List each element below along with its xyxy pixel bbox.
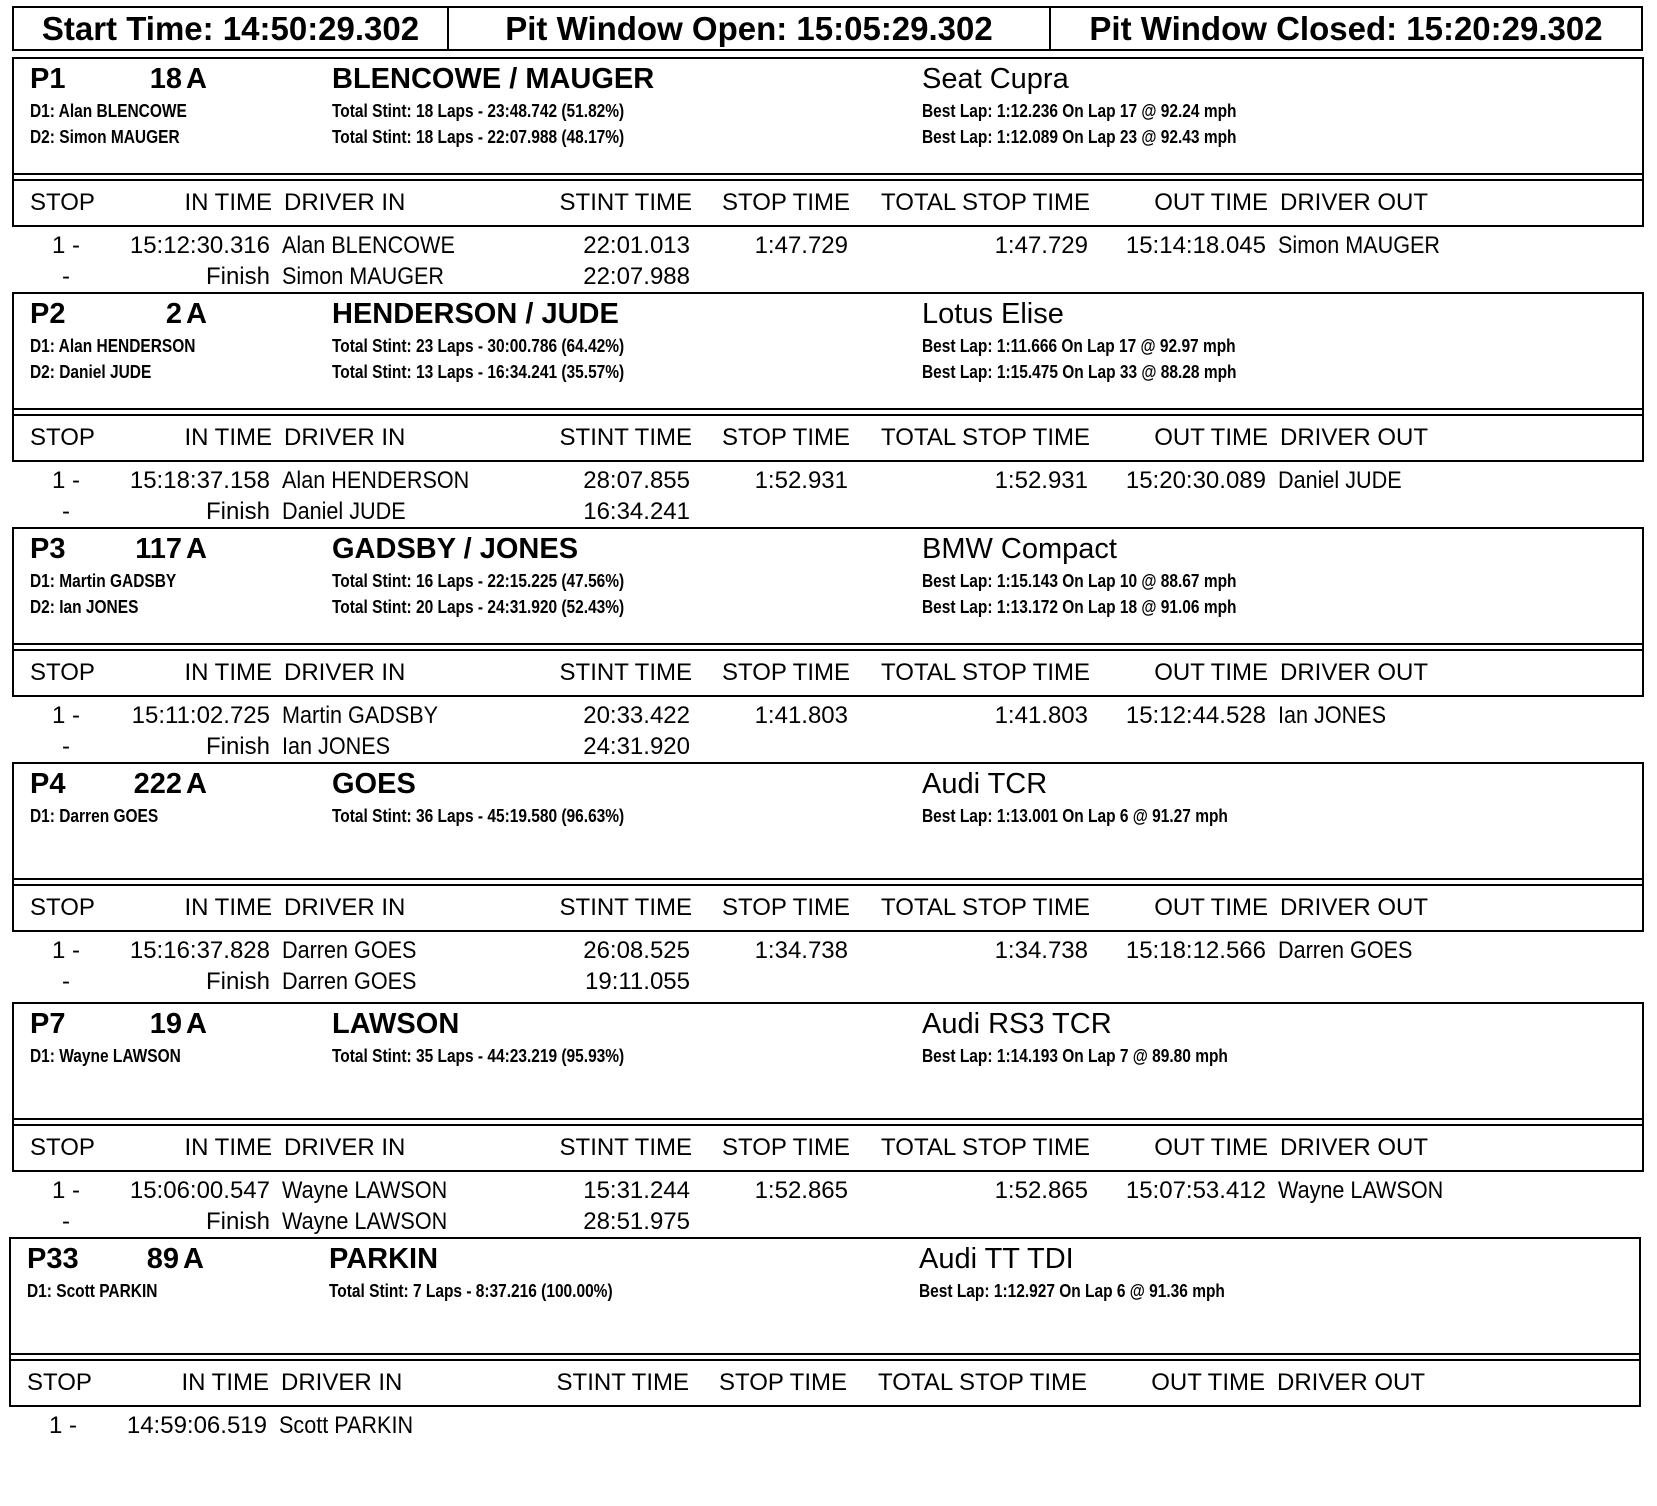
col-driver-out: DRIVER OUT (1280, 659, 1429, 686)
total-stop-time: 1:41.803 (994, 702, 1088, 729)
car-model: Seat Cupra (922, 63, 1069, 95)
class: A (186, 63, 207, 95)
stint-time: 28:07.855 (583, 467, 690, 494)
in-time: 14:59:06.519 (126, 1412, 267, 1439)
col-in-time: IN TIME (184, 1134, 272, 1161)
driver-1: D1: Alan HENDERSON (30, 336, 196, 356)
table-row (12, 1207, 1644, 1237)
best-lap-2: Best Lap: 1:13.172 On Lap 18 @ 91.06 mph (922, 597, 1237, 617)
col-total-stop-time: TOTAL STOP TIME (881, 1134, 1090, 1161)
out-time: 15:14:18.045 (1125, 232, 1266, 259)
driver-2: D2: Simon MAUGER (30, 127, 180, 147)
in-time: Finish (205, 733, 270, 760)
class: A (186, 533, 207, 565)
col-stop-time: STOP TIME (721, 894, 850, 921)
table-row (12, 466, 1644, 496)
driver-2: D2: Daniel JUDE (30, 362, 152, 382)
driver-in: Wayne LAWSON (282, 1177, 448, 1204)
driver-in: Darren GOES (282, 968, 417, 995)
driver-in: Daniel JUDE (282, 498, 406, 525)
in-time: 15:16:37.828 (129, 937, 270, 964)
col-stint-time: STINT TIME (559, 424, 692, 451)
entry-p7 (12, 1002, 1644, 1252)
col-stint-time: STINT TIME (559, 1134, 692, 1161)
col-stop: STOP (30, 1134, 95, 1161)
total-stint-1: Total Stint: 7 Laps - 8:37.216 (100.00%) (329, 1281, 613, 1301)
col-out-time: OUT TIME (1154, 659, 1268, 686)
total-stint-2: Total Stint: 20 Laps - 24:31.920 (52.43%) (332, 597, 625, 617)
col-stop: STOP (30, 894, 95, 921)
col-stint-time: STINT TIME (556, 1369, 689, 1396)
stop-number: 1 - (51, 937, 80, 964)
divider (12, 408, 1644, 410)
driver-1: D1: Martin GADSBY (30, 571, 177, 591)
col-stint-time: STINT TIME (559, 894, 692, 921)
best-lap-1: Best Lap: 1:15.143 On Lap 10 @ 88.67 mph (922, 571, 1237, 591)
col-out-time: OUT TIME (1154, 894, 1268, 921)
driver-out: Wayne LAWSON (1278, 1177, 1444, 1204)
car-model: BMW Compact (922, 533, 1117, 565)
position: P2 (30, 298, 66, 330)
stop-number: - (62, 1208, 70, 1235)
stop-time: 1:47.729 (754, 232, 848, 259)
car-model: Audi RS3 TCR (922, 1008, 1112, 1040)
col-stop: STOP (30, 424, 95, 451)
in-time: Finish (205, 1208, 270, 1235)
total-stop-time: 1:34.738 (994, 937, 1088, 964)
column-header-row (12, 651, 1644, 697)
col-driver-out: DRIVER OUT (1280, 894, 1429, 921)
best-lap-1: Best Lap: 1:11.666 On Lap 17 @ 92.97 mph (922, 336, 1236, 356)
out-time: 15:12:44.528 (1125, 702, 1266, 729)
pit-window-header (12, 6, 1643, 51)
best-lap-1: Best Lap: 1:12.927 On Lap 6 @ 91.36 mph (919, 1281, 1225, 1301)
col-stop-time: STOP TIME (721, 189, 850, 216)
stint-time: 15:31.244 (583, 1177, 690, 1204)
stint-time: 26:08.525 (583, 937, 690, 964)
driver-in: Martin GADSBY (282, 702, 439, 729)
car-number: 222 (133, 768, 182, 800)
stop-time: 1:41.803 (754, 702, 848, 729)
car-number: 18 (149, 63, 182, 95)
class: A (186, 298, 207, 330)
in-time: Finish (205, 968, 270, 995)
car-number: 19 (149, 1008, 182, 1040)
entry-p2 (12, 292, 1644, 542)
in-time: Finish (205, 498, 270, 525)
table-row (12, 936, 1644, 966)
stop-time: 1:52.931 (754, 467, 848, 494)
driver-1: D1: Wayne LAWSON (30, 1046, 181, 1066)
best-lap-1: Best Lap: 1:12.236 On Lap 17 @ 92.24 mph (922, 101, 1237, 121)
col-in-time: IN TIME (184, 189, 272, 216)
team-name: GADSBY / JONES (332, 533, 579, 565)
out-time: 15:07:53.412 (1125, 1177, 1266, 1204)
col-in-time: IN TIME (184, 894, 272, 921)
stint-time: 24:31.920 (583, 733, 690, 760)
driver-1: D1: Alan BLENCOWE (30, 101, 187, 121)
col-out-time: OUT TIME (1154, 189, 1268, 216)
col-stop-time: STOP TIME (718, 1369, 847, 1396)
col-in-time: IN TIME (184, 424, 272, 451)
divider (12, 1118, 1644, 1120)
class: A (186, 1008, 207, 1040)
table-row (9, 1411, 1641, 1441)
table-row (12, 497, 1644, 527)
divider (12, 878, 1644, 880)
stint-time: 20:33.422 (583, 702, 690, 729)
col-stop: STOP (30, 659, 95, 686)
total-stint-1: Total Stint: 18 Laps - 23:48.742 (51.82%) (332, 101, 625, 121)
team-name: PARKIN (329, 1243, 439, 1275)
col-total-stop-time: TOTAL STOP TIME (881, 894, 1090, 921)
entry-p1 (12, 57, 1644, 307)
table-row (12, 701, 1644, 731)
team-name: LAWSON (332, 1008, 460, 1040)
pit-window-open: Pit Window Open: 15:05:29.302 (449, 8, 1051, 49)
driver-out: Simon MAUGER (1278, 232, 1441, 259)
entry-info (12, 292, 1644, 416)
team-name: HENDERSON / JUDE (332, 298, 619, 330)
stop-time: 1:34.738 (754, 937, 848, 964)
column-header-row (12, 886, 1644, 932)
car-number: 89 (146, 1243, 179, 1275)
col-total-stop-time: TOTAL STOP TIME (881, 424, 1090, 451)
col-total-stop-time: TOTAL STOP TIME (881, 189, 1090, 216)
col-stop-time: STOP TIME (721, 659, 850, 686)
col-stop: STOP (27, 1369, 92, 1396)
col-stint-time: STINT TIME (559, 659, 692, 686)
entry-info (12, 57, 1644, 181)
col-in-time: IN TIME (181, 1369, 269, 1396)
stop-time: 1:52.865 (754, 1177, 848, 1204)
in-time: Finish (205, 263, 270, 290)
entry-info (12, 1002, 1644, 1126)
col-driver-in: DRIVER IN (284, 1134, 406, 1161)
total-stint-1: Total Stint: 16 Laps - 22:15.225 (47.56%) (332, 571, 625, 591)
col-driver-out: DRIVER OUT (1277, 1369, 1426, 1396)
column-header-row (12, 416, 1644, 462)
team-name: GOES (332, 768, 416, 800)
col-total-stop-time: TOTAL STOP TIME (878, 1369, 1087, 1396)
col-out-time: OUT TIME (1154, 424, 1268, 451)
stop-number: - (62, 733, 70, 760)
position: P1 (30, 63, 66, 95)
entry-info (9, 1237, 1641, 1361)
position: P33 (27, 1243, 79, 1275)
in-time: 15:12:30.316 (129, 232, 270, 259)
col-driver-out: DRIVER OUT (1280, 424, 1429, 451)
driver-1: D1: Darren GOES (30, 806, 159, 826)
total-stop-time: 1:52.865 (994, 1177, 1088, 1204)
stop-number: 1 - (48, 1412, 77, 1439)
position: P7 (30, 1008, 66, 1040)
col-driver-in: DRIVER IN (284, 894, 406, 921)
stint-time: 19:11.055 (585, 968, 690, 995)
entry-p3 (12, 527, 1644, 777)
table-row (12, 732, 1644, 762)
stop-number: - (62, 968, 70, 995)
class: A (183, 1243, 204, 1275)
stint-time: 22:01.013 (583, 232, 690, 259)
column-header-row (12, 181, 1644, 227)
total-stint-1: Total Stint: 36 Laps - 45:19.580 (96.63%) (332, 806, 625, 826)
stint-time: 16:34.241 (583, 498, 690, 525)
table-row (12, 1176, 1644, 1206)
driver-out: Ian JONES (1278, 702, 1387, 729)
driver-1: D1: Scott PARKIN (27, 1281, 158, 1301)
in-time: 15:18:37.158 (129, 467, 270, 494)
table-row (12, 262, 1644, 292)
driver-in: Scott PARKIN (279, 1412, 414, 1439)
best-lap-2: Best Lap: 1:12.089 On Lap 23 @ 92.43 mph (922, 127, 1237, 147)
col-total-stop-time: TOTAL STOP TIME (881, 659, 1090, 686)
car-model: Audi TCR (922, 768, 1048, 800)
col-driver-in: DRIVER IN (284, 424, 406, 451)
driver-2: D2: Ian JONES (30, 597, 139, 617)
table-row (12, 967, 1644, 997)
stop-number: 1 - (51, 232, 80, 259)
total-stint-2: Total Stint: 18 Laps - 22:07.988 (48.17%) (332, 127, 625, 147)
total-stint-1: Total Stint: 23 Laps - 30:00.786 (64.42%) (332, 336, 625, 356)
stop-number: - (62, 263, 70, 290)
car-number: 2 (165, 298, 182, 330)
in-time: 15:06:00.547 (129, 1177, 270, 1204)
col-stop: STOP (30, 189, 95, 216)
entry-p33 (9, 1237, 1641, 1487)
driver-in: Darren GOES (282, 937, 417, 964)
best-lap-1: Best Lap: 1:13.001 On Lap 6 @ 91.27 mph (922, 806, 1228, 826)
stop-number: 1 - (51, 467, 80, 494)
total-stop-time: 1:52.931 (994, 467, 1088, 494)
driver-in: Alan BLENCOWE (282, 232, 455, 259)
table-row (12, 231, 1644, 261)
driver-out: Darren GOES (1278, 937, 1413, 964)
col-driver-in: DRIVER IN (281, 1369, 403, 1396)
column-header-row (12, 1126, 1644, 1172)
driver-in: Wayne LAWSON (282, 1208, 448, 1235)
divider (12, 173, 1644, 175)
stop-number: - (62, 498, 70, 525)
col-stop-time: STOP TIME (721, 424, 850, 451)
car-model: Audi TT TDI (919, 1243, 1074, 1275)
driver-in: Alan HENDERSON (282, 467, 470, 494)
col-stint-time: STINT TIME (559, 189, 692, 216)
col-driver-out: DRIVER OUT (1280, 189, 1429, 216)
class: A (186, 768, 207, 800)
total-stop-time: 1:47.729 (994, 232, 1088, 259)
car-model: Lotus Elise (922, 298, 1064, 330)
col-in-time: IN TIME (184, 659, 272, 686)
out-time: 15:18:12.566 (1125, 937, 1266, 964)
position: P4 (30, 768, 66, 800)
car-number: 117 (135, 533, 182, 565)
driver-in: Simon MAUGER (282, 263, 445, 290)
stint-time: 22:07.988 (583, 263, 690, 290)
in-time: 15:11:02.725 (131, 702, 270, 729)
best-lap-2: Best Lap: 1:15.475 On Lap 33 @ 88.28 mph (922, 362, 1237, 382)
total-stint-2: Total Stint: 13 Laps - 16:34.241 (35.57%) (332, 362, 625, 382)
total-stint-1: Total Stint: 35 Laps - 44:23.219 (95.93%) (332, 1046, 625, 1066)
col-stop-time: STOP TIME (721, 1134, 850, 1161)
column-header-row (9, 1361, 1641, 1407)
col-driver-out: DRIVER OUT (1280, 1134, 1429, 1161)
col-out-time: OUT TIME (1151, 1369, 1265, 1396)
col-driver-in: DRIVER IN (284, 659, 406, 686)
out-time: 15:20:30.089 (1125, 467, 1266, 494)
position: P3 (30, 533, 66, 565)
divider (12, 643, 1644, 645)
stint-time: 28:51.975 (583, 1208, 690, 1235)
driver-in: Ian JONES (282, 733, 391, 760)
stop-number: 1 - (51, 702, 80, 729)
best-lap-1: Best Lap: 1:14.193 On Lap 7 @ 89.80 mph (922, 1046, 1228, 1066)
col-out-time: OUT TIME (1154, 1134, 1268, 1161)
start-time: Start Time: 14:50:29.302 (14, 8, 449, 49)
driver-out: Daniel JUDE (1278, 467, 1402, 494)
entry-info (12, 527, 1644, 651)
entry-p4 (12, 762, 1644, 1012)
pit-window-closed: Pit Window Closed: 15:20:29.302 (1089, 9, 1603, 47)
stop-number: 1 - (51, 1177, 80, 1204)
entry-info (12, 762, 1644, 886)
col-driver-in: DRIVER IN (284, 189, 406, 216)
team-name: BLENCOWE / MAUGER (332, 63, 655, 95)
divider (9, 1353, 1641, 1355)
